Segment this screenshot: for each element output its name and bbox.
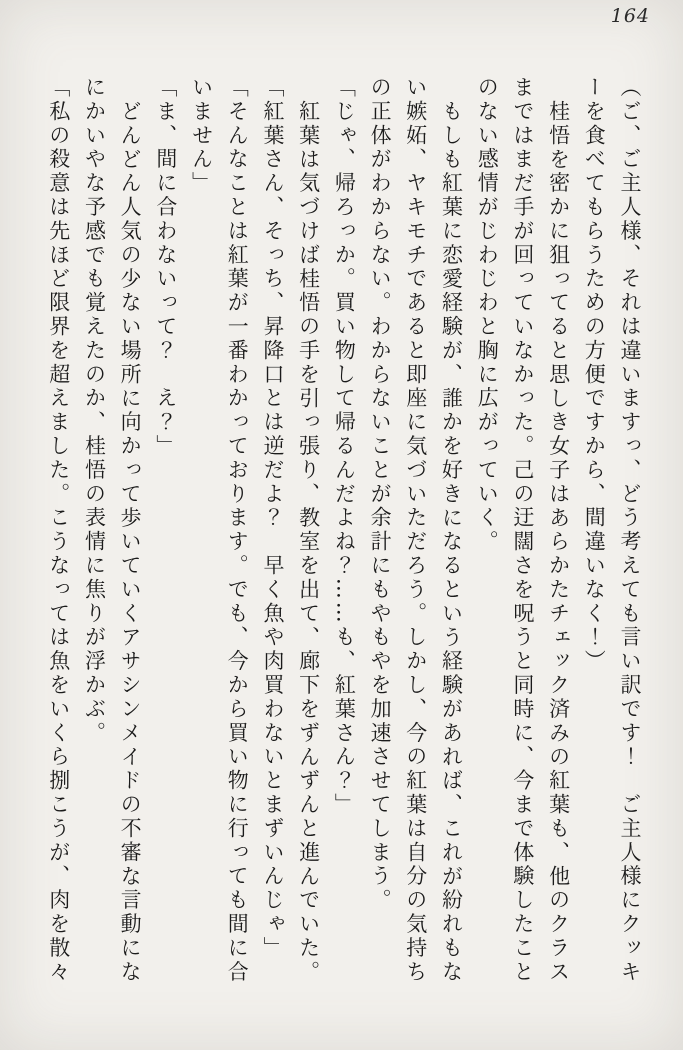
paragraph: 「私の殺意は先ほど限界を超えました。こうなっては魚をいくら捌こうが、肉を散々	[46, 76, 71, 985]
paragraph: 「紅葉さん、そっち、昇降口とは逆だよ？ 早く魚や肉買わないとまずいんじゃ」	[260, 76, 285, 961]
paragraph: 「そんなことは紅葉が一番わかっております。でも、今から買い物に行っても間に合いません」	[189, 76, 250, 985]
paragraph: 「ま、間に合わないって？ え？」	[153, 76, 178, 459]
paragraph: 桂悟を密かに狙ってると思しき女子はあらかたチェック済みの紅葉も、他のクラスまではまだ手が回っていなかった。己の迂闊さを呪うと同時に、今まで体験したことのない感情がじわじわと胸に広がっていく。	[475, 76, 571, 985]
paragraph: 「じゃ、帰ろっか。買い物して帰るんだよね？……も、紅葉さん？」	[332, 76, 357, 817]
paragraph: （ご、ご主人様、それは違いますっ、どう考えても言い訳です！ ご主人様にクッキーを食べてもらうための方便ですから、間違いなく！）	[582, 76, 642, 985]
page-number: 164	[610, 5, 650, 27]
paragraph: どんどん人気の少ない場所に向かって歩いていくアサシンメイドの不審な言動になにかいやな予感でも覚えたのか、桂悟の表情に焦りが浮かぶ。	[82, 76, 143, 985]
paragraph: もしも紅葉に恋愛経験が、誰かを好きになるという経験があれば、これが紛れもない嫉妬、ヤキモチであると即座に気づいただろう。しかし、今の紅葉は自分の気持ちの正体がわからない。わからないことが余計にもやもやを加速させてしまう。	[368, 76, 464, 985]
paragraph: 紅葉は気づけば桂悟の手を引っ張り、教室を出て、廊下をずんずんと進んでいた。	[296, 100, 321, 985]
text-area	[37, 76, 647, 992]
